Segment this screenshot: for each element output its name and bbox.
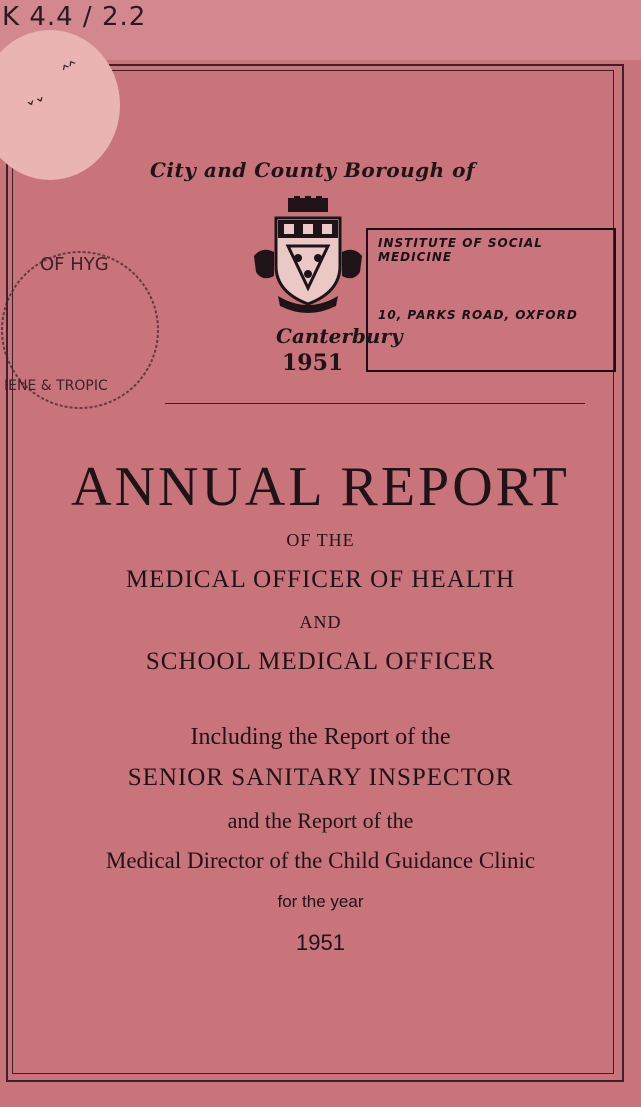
ring-text-bottom: IENE & TROPIC — [4, 378, 108, 394]
ssi-title: SENIOR SANITARY INSPECTOR — [127, 764, 514, 791]
header-divider — [165, 403, 585, 404]
handwritten-shelfmark: K 4.4 / 2.2 — [2, 2, 147, 32]
institute-stamp — [366, 228, 616, 372]
for-year-text: for the year — [277, 892, 364, 911]
ring-text-top: OF HYG — [40, 254, 109, 275]
institute-name: INSTITUTE OF SOCIAL MEDICINE — [378, 236, 543, 264]
smo-title: SCHOOL MEDICAL OFFICER — [145, 648, 496, 675]
medical-director-title: Medical Director of the Child Guidance Clinic — [105, 848, 536, 873]
including-text: Including the Report of the — [190, 724, 451, 750]
moh-title: MEDICAL OFFICER OF HEALTH — [125, 566, 516, 593]
report-year: 1951 — [296, 930, 345, 955]
institute-address: 10, PARKS ROAD, OXFORD — [378, 308, 578, 322]
handwritten-mark: ˇˇ — [24, 93, 52, 123]
and-report-text: and the Report of the — [227, 808, 414, 833]
borough-heading: City and County Borough of — [150, 158, 476, 182]
handwritten-mark: ‸‸ — [50, 41, 77, 72]
city-name: Canterbury — [276, 324, 403, 348]
of-the-text: OF THE — [286, 530, 355, 550]
library-ring-stamp — [0, 240, 220, 440]
and-text: AND — [299, 612, 342, 632]
report-headline: ANNUAL REPORT — [71, 456, 570, 518]
coat-of-arms-icon — [248, 196, 368, 316]
crest-year: 1951 — [282, 350, 344, 376]
